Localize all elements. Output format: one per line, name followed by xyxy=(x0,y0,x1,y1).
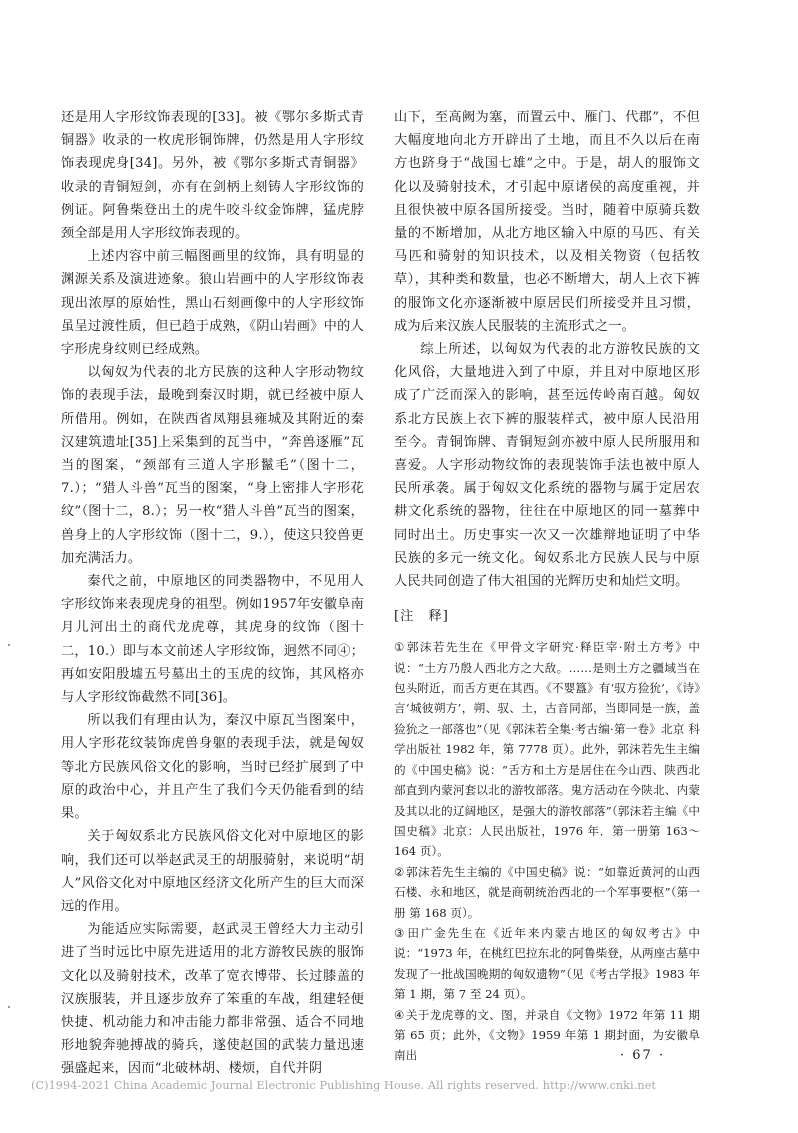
scan-speck xyxy=(8,1006,10,1008)
footnote-text: 田广金先生在《近年来内蒙古地区的匈奴考古》中说：“1973 年，在桃红巴拉东北的阿鲁柴登，从两座古墓中发现了一批战国晚期的匈奴遗物”（见《考古学报》1983 年第 1 期，第 7 至 24 页）。 xyxy=(394,925,700,1002)
footnote-text: 郭沫若先生在《甲骨文字研究·释臣宰·附土方考》中说：“土方乃殷人西北方之大敌。……是则土方之疆域当在包头附近，而舌方更在其西。《不婴簋》有‘驭方猃狁’，《诗》言‘城彼朔方’，朔、驭、土，古音同部，当即同是一族，盖猃狁之一部落也”（见《郭沫若全集·考古编·第一卷》北京 科学出版社 1982 年，第 7778 页）。此外，郭沫若先生主编的《中国史稿》说：“舌方和土方是居住在今山西、陕西北部直到内蒙河套以北的游牧部落。鬼方活动在今陕北、内蒙及其以北的辽阔地区，是强大的游牧部落”（郭沫若主编《中国史稿》北京：人民出版社，1976 年．第一册第 163～164 页）。 xyxy=(394,640,700,859)
footnote xyxy=(394,637,700,861)
body-paragraph: 山下，至高阙为塞，而置云中、雁门、代郡”，不但大幅度地向北方开辟出了土地，而且不久以后在南方也跻身于“战国七雄”之中。于是，胡人的服饰文化以及骑射技术，才引起中原诸侯的高度重视，并且很快被中原各国所接受。当时，随着中原骑兵数量的不断增加，从北方地区输入中原的马匹、有关马匹和骑射的知识技术，以及相关物资（包括牧草），其种类和数量，也必不断增大，胡人上衣下裤的服饰文化亦逐渐被中原居民们所接受并且习惯，成为后来汉族人民服装的主流形式之一。 xyxy=(394,110,700,334)
footnote-number: ④ xyxy=(394,1007,405,1022)
footnote-text: 关于龙虎尊的文、图，并录自《文物》1972 年第 11 期第 65 页；此外，《文物》1959 年第 1 期封面，为安徽阜南出 xyxy=(394,1007,700,1063)
page-number: · 67 · xyxy=(620,1048,666,1063)
body-paragraph: 综上所述，以匈奴为代表的北方游牧民族的文化风俗，大量地进入到了中原，并且对中原地区形成了广泛而深入的影响，甚至远传岭南百越。匈奴系北方民族上衣下裤的服装样式，被中原人民沿用至今。青铜饰牌、青铜短剑亦被中原人民所服用和喜爱。人字形动物纹饰的表现装饰手法也被中原人民所承袭。属于匈奴文化系统的器物与属于定居农耕文化系统的器物，往往在中原地区的同一墓葬中同时出土。历史事实一次又一次雄辩地证明了中华民族的多元一统文化。匈奴系北方民族人民与中原人民共同创造了伟大祖国的光辉历史和灿烂文明。 xyxy=(394,342,700,590)
footnote xyxy=(394,862,700,923)
left-column xyxy=(61,106,364,1081)
body-paragraph: 为能适应实际需要，赵武灵王曾经大力主动引进了当时远比中原先进适用的北方游牧民族的服饰文化以及骑射技术，改革了宽衣博带、长过膝盖的汉族服装，并且逐步放弃了笨重的车战，组建轻便快捷、机动能力和冲击能力都非常强、适合不同地形地貌奔驰搏战的骑兵，遂使赵国的武装力量迅速强盛起来，因而“北破林胡、楼烦，自代并阴 xyxy=(61,922,364,1077)
body-paragraph: 所以我们有理由认为，秦汉中原瓦当图案中，用人字形花纹装饰虎兽身躯的表现手法，就是匈奴等北方民族风俗文化的影响，当时已经扩展到了中原的政治中心，并且产生了我们今天仍能看到的结果。 xyxy=(61,713,364,822)
footnote-number: ③ xyxy=(394,925,405,940)
body-paragraph: 以匈奴为代表的北方民族的这种人字形动物纹饰的表现手法，最晚到秦汉时期，就已经被中原人所借用。例如，在陕西省凤翔县雍城及其附近的秦汉建筑遗址[35]上采集到的瓦当中，“奔兽逐雁”瓦当的图案，“颈部有三道人字形鬣毛”（图十二，7.）；“猎人斗兽”瓦当的图案，“身上密排人字形花纹”（图十二，8.）；另一枚“猎人斗兽”瓦当的图案，兽身上的人字形纹饰（图十二，9.），使这只狡兽更加充满活力。 xyxy=(61,365,364,566)
notes-heading: [注 释] xyxy=(394,609,449,625)
body-paragraph: 秦代之前，中原地区的同类器物中，不见用人字形纹饰来表现虎身的祖型。例如1957年安徽阜南月儿河出土的商代龙虎尊，其虎身的纹饰（图十二，10.）即与本文前述人字形纹饰，迥然不同④；再如安阳殷墟五号墓出土的玉虎的纹饰，其风格亦与人字形纹饰截然不同[36]。 xyxy=(61,574,364,706)
notes-list xyxy=(394,637,700,1066)
right-column xyxy=(394,106,700,1066)
body-paragraph: 上述内容中前三幅图画里的纹饰，具有明显的渊源关系及演进迹象。狼山岩画中的人字形纹饰表现出浓厚的原始性，黑山石刻画像中的人字形纹饰虽呈过渡性质，但已趋于成熟，《阴山岩画》中的人字形虎身纹则已经成熟。 xyxy=(61,249,364,358)
copyright-footer: (C)1994-2021 China Academic Journal Electronic Publishing House. All rights reserved. http://www.cnki.net xyxy=(31,1079,657,1092)
scan-speck xyxy=(8,644,10,646)
footnote-number: ② xyxy=(394,864,405,879)
body-paragraph: 关于匈奴系北方民族风俗文化对中原地区的影响，我们还可以举赵武灵王的胡服骑射，来说明“胡人”风俗文化对中原地区经济文化所产生的巨大而深远的作用。 xyxy=(61,829,364,914)
body-paragraph: 还是用人字形纹饰表现的[33]。被《鄂尔多斯式青铜器》收录的一枚虎形铜饰牌，仍然是用人字形纹饰表现虎身[34]。另外，被《鄂尔多斯式青铜器》收录的青铜短剑，亦有在剑柄上刻铸人字形纹饰的例证。阿鲁柴登出土的虎牛咬斗纹金饰牌，猛虎脖颈全部是用人字形纹饰表现的。 xyxy=(61,110,364,242)
footnote-number: ① xyxy=(394,640,405,655)
footnote-text: 郭沫若先生主编的《中国史稿》说：“如靠近黄河的山西石楼、永和地区，就是商朝统治西北的一个军事要枢”（第一册 第 168 页）。 xyxy=(394,864,700,920)
footnote xyxy=(394,923,700,1005)
